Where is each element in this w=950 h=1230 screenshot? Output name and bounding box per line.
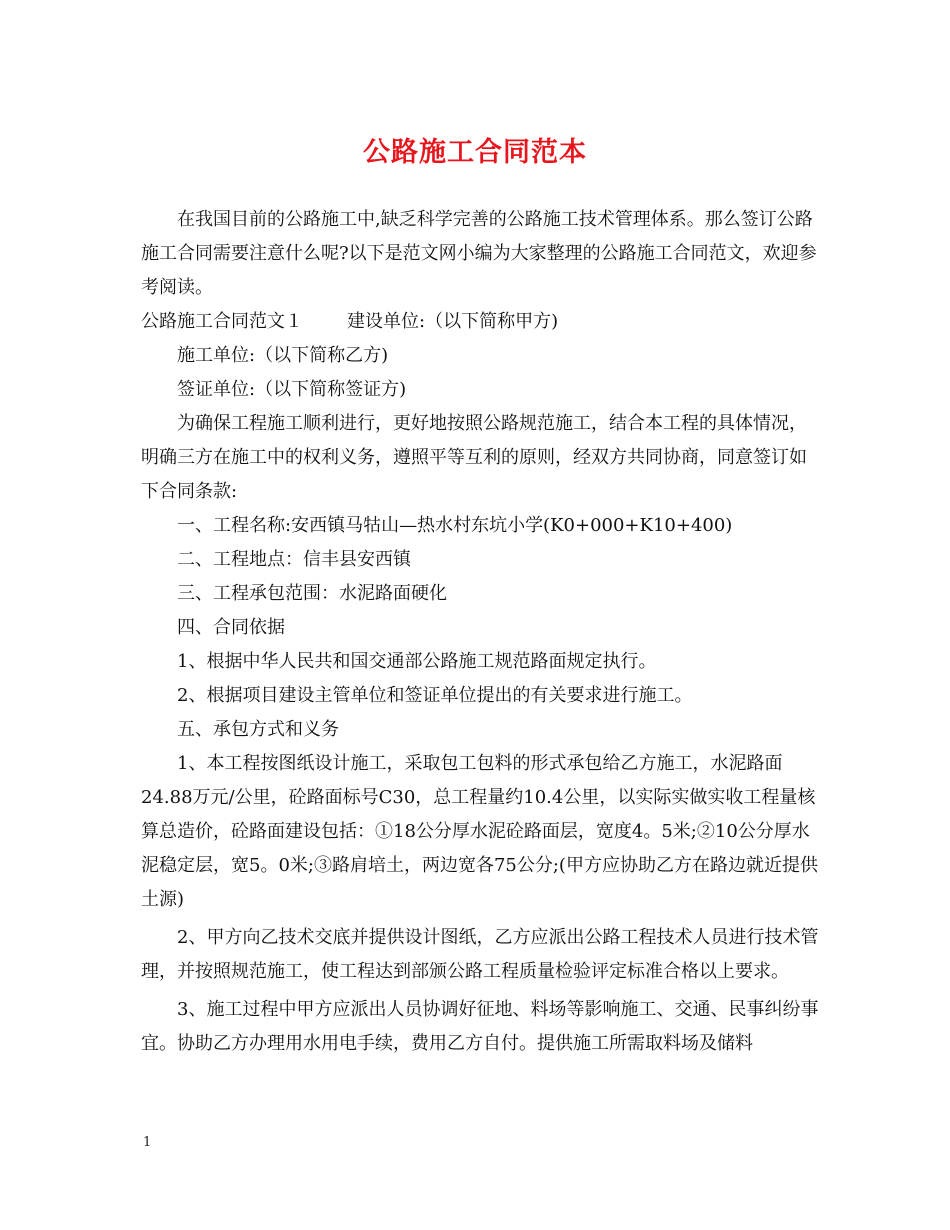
- purpose-paragraph: 为确保工程施工顺利进行，更好地按照公路规范施工，结合本工程的具体情况，明确三方在施工中的权利义务，遵照平等互利的原则，经双方共同协商，同意签订如下合同条款:: [141, 413, 807, 502]
- document-title: 公路施工合同范本: [363, 137, 587, 168]
- sample-label: 公路施工合同范文１: [141, 311, 303, 332]
- clause-project-name: 一、工程名称:安西镇马牯山—热水村东坑小学(K0+000+K10+400): [177, 515, 733, 536]
- page-number: 1: [143, 1135, 152, 1150]
- party-b-line: 施工单位:（以下简称乙方): [177, 345, 389, 366]
- clause-method-3: 3、施工过程中甲方应派出人员协调好征地、料场等影响施工、交通、民事纠纷事宜。协助乙方办理用水用电手续，费用乙方自付。提供施工所需取料场及储料: [141, 999, 819, 1054]
- party-c-line: 签证单位:（以下简称签证方): [177, 379, 407, 400]
- clause-project-location: 二、工程地点：信丰县安西镇: [177, 549, 411, 570]
- clause-method-1: 1、本工程按图纸设计施工，采取包工包料的形式承包给乙方施工，水泥路面24.88万元/公里，砼路面标号C30，总工程量约10.4公里，以实际实做实收工程量核算总造价，砼路面建设包括：①18公分厚水泥砼路面层，宽度4。5米;②10公分厚水泥稳定层，宽5。0米;③路肩培土，两边宽各75公分;(甲方应协助乙方在路边就近提供土源): [141, 753, 818, 910]
- clause-basis-1: 1、根据中华人民共和国交通部公路施工规范路面规定执行。: [177, 651, 657, 672]
- clause-contract-method: 五、承包方式和义务: [177, 719, 339, 740]
- document-body: [141, 203, 821, 1061]
- clause-method-2: 2、甲方向乙技术交底并提供设计图纸，乙方应派出公路工程技术人员进行技术管理，并按照规范施工，使工程达到部颁公路工程质量检验评定标准合格以上要求。: [141, 927, 819, 982]
- clause-contract-basis: 四、合同依据: [177, 617, 285, 638]
- intro-paragraph: 在我国目前的公路施工中,缺乏科学完善的公路施工技术管理体系。那么签订公路施工合同需要注意什么呢?以下是范文网小编为大家整理的公路施工合同范文，欢迎参考阅读。: [141, 209, 817, 298]
- party-a-line: 建设单位:（以下简称甲方): [347, 311, 559, 332]
- clause-project-scope: 三、工程承包范围：水泥路面硬化: [177, 583, 447, 604]
- contract-header-line: [141, 305, 821, 339]
- clause-basis-2: 2、根据项目建设主管单位和签证单位提出的有关要求进行施工。: [177, 685, 693, 706]
